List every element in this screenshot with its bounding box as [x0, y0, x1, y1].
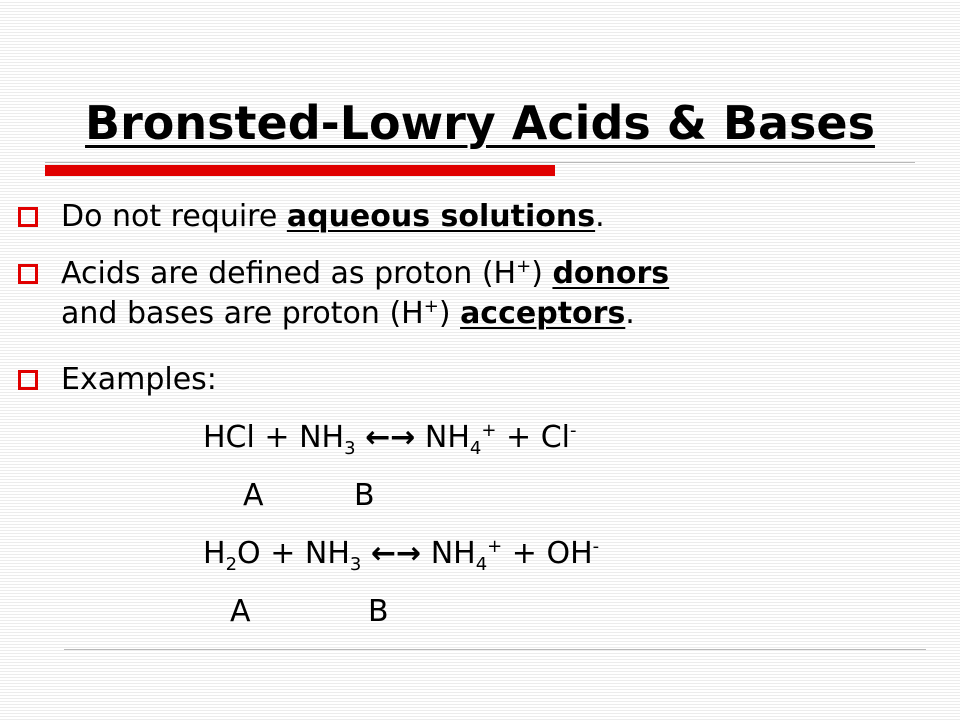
equilibrium-arrow-icon: ←→ — [370, 536, 422, 571]
formula-text: NH — [299, 420, 345, 455]
product-conjugate-base — [541, 420, 577, 455]
superscript: - — [569, 420, 577, 441]
bullet-text: Acids are defined as proton (H — [61, 256, 517, 291]
label-base-1: B — [354, 478, 375, 513]
bullet-examples — [18, 360, 938, 400]
bullet-text: Examples: — [61, 362, 217, 397]
superscript: + — [487, 536, 503, 557]
equation-2 — [203, 534, 599, 574]
reactant-base — [299, 420, 356, 459]
bullet-square-icon — [18, 207, 38, 227]
formula-text: O — [237, 536, 261, 571]
equilibrium-arrow-icon: ←→ — [365, 420, 416, 455]
bullet-square-icon — [18, 264, 38, 284]
label-base-2: B — [368, 594, 389, 629]
formula-text: NH — [304, 536, 350, 571]
proton-charge: + — [423, 296, 439, 317]
reactant-acid — [203, 536, 261, 575]
bullet-text: Do not require — [61, 199, 287, 234]
bullet-aqueous — [18, 197, 938, 237]
emphasis-aqueous-solutions: aqueous solutions — [286, 199, 596, 234]
slide-title: Bronsted-Lowry Acids & Bases — [85, 96, 875, 150]
bullet-punct: . — [595, 199, 605, 234]
subscript: 2 — [225, 554, 238, 575]
plus-sign: + — [270, 536, 296, 571]
product-conjugate-base — [546, 536, 599, 571]
subscript: 4 — [475, 554, 488, 575]
title-divider — [45, 162, 915, 163]
label-acid-2: A — [230, 594, 251, 629]
equation-1 — [203, 418, 576, 458]
plus-sign: + — [506, 420, 532, 455]
reactant-acid: HCl — [203, 420, 255, 455]
subscript: 3 — [344, 438, 356, 459]
bullet-definition — [18, 254, 938, 334]
formula-text: H — [203, 536, 226, 571]
reactant-base — [304, 536, 362, 575]
product-conjugate-acid — [430, 536, 503, 575]
proton-charge: + — [516, 256, 532, 277]
subscript: 3 — [349, 554, 362, 575]
bullet-square-icon — [18, 370, 38, 390]
emphasis-acceptors: acceptors — [460, 296, 626, 331]
plus-sign: + — [511, 536, 537, 571]
accent-bar — [45, 165, 555, 176]
formula-text: NH — [430, 536, 476, 571]
formula-text: OH — [546, 536, 593, 571]
emphasis-donors: donors — [552, 256, 670, 291]
formula-text: Cl — [540, 420, 570, 455]
label-acid-1: A — [243, 478, 264, 513]
superscript: + — [481, 420, 497, 441]
bullet-text: ) — [438, 296, 461, 331]
product-conjugate-acid — [424, 420, 497, 459]
plus-sign: + — [264, 420, 290, 455]
footer-divider — [64, 649, 926, 650]
bullet-text: and bases are proton (H — [61, 296, 424, 331]
formula-text: NH — [424, 420, 470, 455]
bullet-text: ) — [531, 256, 553, 291]
bullet-punct: . — [625, 296, 635, 331]
superscript: - — [592, 536, 600, 557]
subscript: 4 — [469, 438, 482, 459]
